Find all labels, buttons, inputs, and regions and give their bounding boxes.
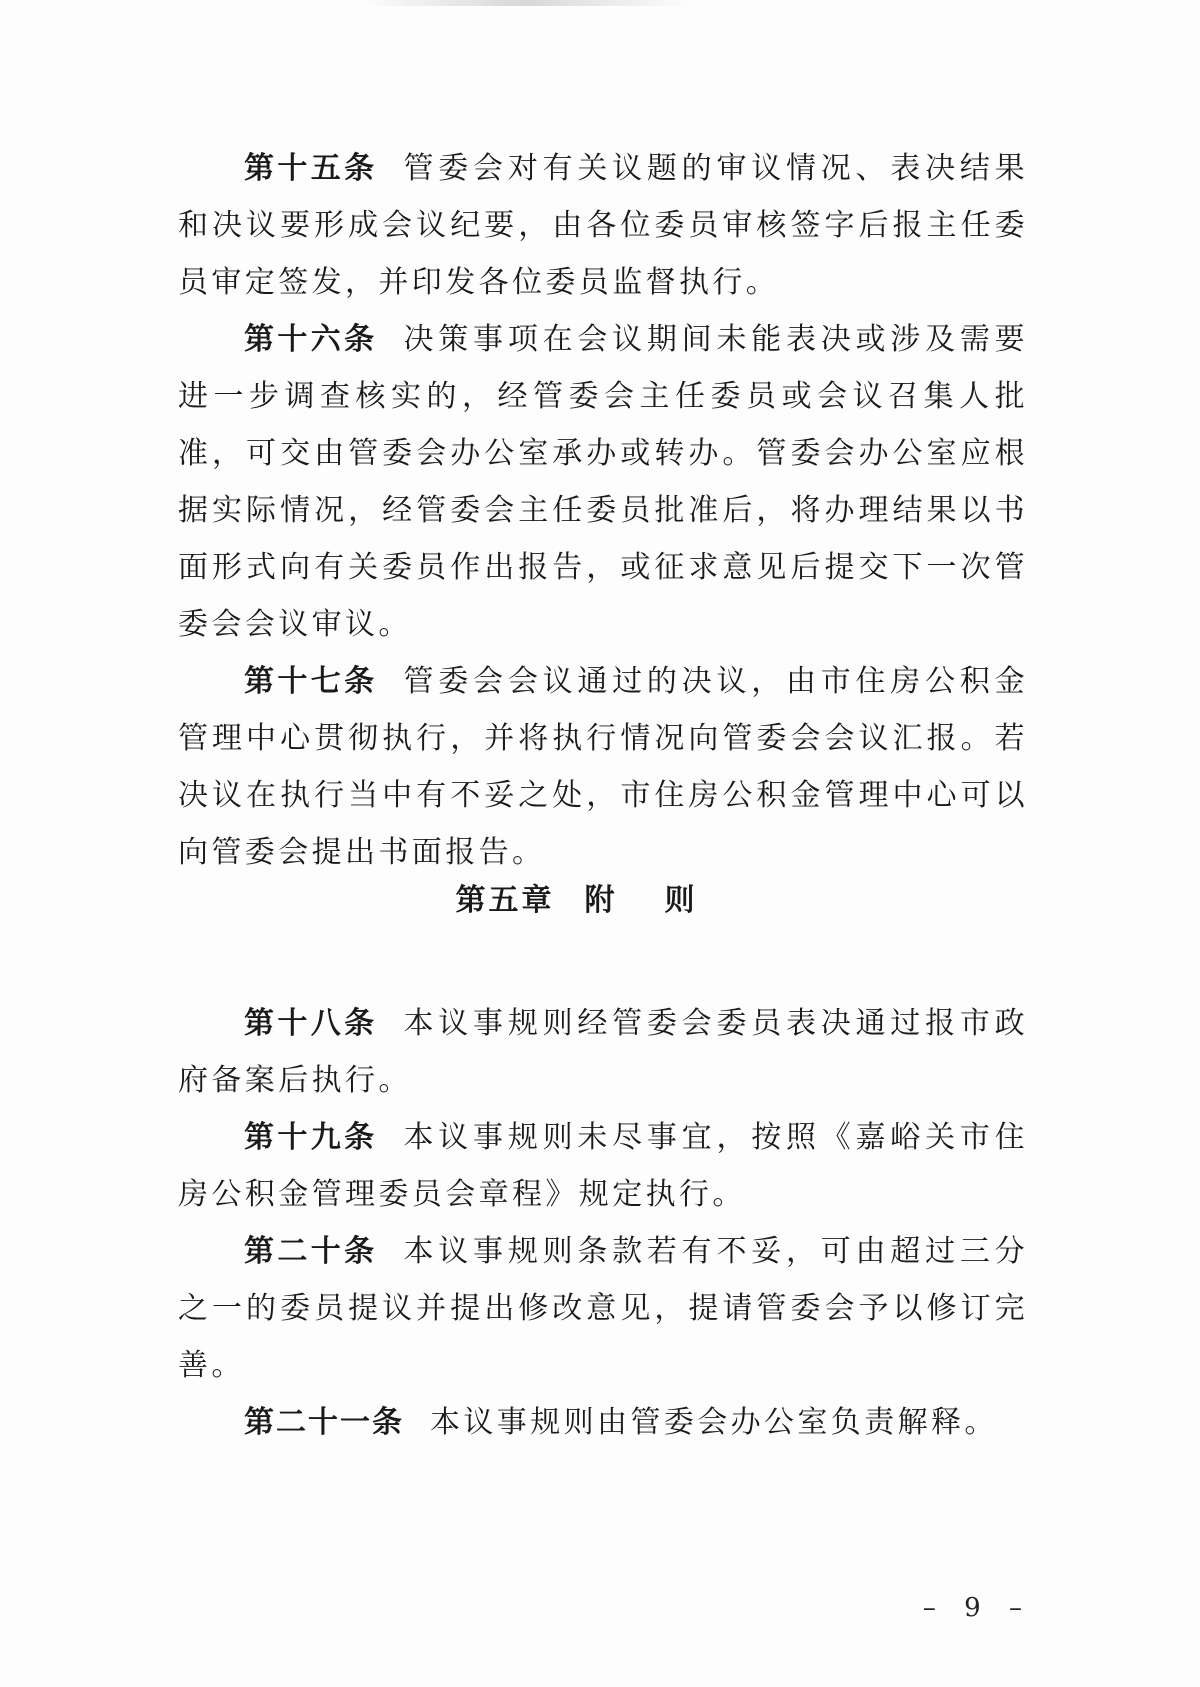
article-20 xyxy=(178,1223,1028,1394)
article-number: 第十五条 xyxy=(244,151,378,186)
chapter-name: 附则 xyxy=(584,883,745,918)
chapter-title xyxy=(0,875,1200,919)
articles-section-top xyxy=(178,140,1028,881)
scan-edge-artifact xyxy=(360,0,690,6)
article-text: 本议事规则由管委会办公室负责解释。 xyxy=(430,1405,998,1440)
article-21 xyxy=(178,1394,1028,1451)
article-number: 第二十一条 xyxy=(244,1405,404,1440)
article-text: 管委会会议通过的决议，由市住房公积金管理中心贯彻执行，并将执行情况向管委会会议汇报。若决议在执行当中有不妥之处，市住房公积金管理中心可以向管委会提出书面报告。 xyxy=(178,664,1029,870)
articles-section-bottom xyxy=(178,995,1028,1451)
article-17 xyxy=(178,653,1028,881)
article-number: 第二十条 xyxy=(244,1234,378,1269)
article-19 xyxy=(178,1109,1028,1223)
article-text: 本议事规则条款若有不妥，可由超过三分之一的委员提议并提出修改意见，提请管委会予以修订完善。 xyxy=(178,1234,1029,1383)
chapter-number: 第五章 xyxy=(455,883,555,918)
article-number: 第十九条 xyxy=(244,1120,378,1155)
article-text: 决策事项在会议期间未能表决或涉及需要进一步调查核实的，经管委会主任委员或会议召集人批准，可交由管委会办公室承办或转办。管委会办公室应根据实际情况，经管委会主任委员批准后，将办理结果以书面形式向有关委员作出报告，或征求意见后提交下一次管委会会议审议。 xyxy=(178,322,1029,642)
article-text: 管委会对有关议题的审议情况、表决结果和决议要形成会议纪要，由各位委员审核签字后报主任委员审定签发，并印发各位委员监督执行。 xyxy=(178,151,1029,300)
page-number: – 9 – xyxy=(922,1593,1032,1623)
article-text: 本议事规则经管委会委员表决通过报市政府备案后执行。 xyxy=(178,1006,1029,1098)
article-text: 本议事规则未尽事宜，按照《嘉峪关市住房公积金管理委员会章程》规定执行。 xyxy=(178,1120,1029,1212)
article-18 xyxy=(178,995,1028,1109)
article-15 xyxy=(178,140,1028,311)
article-16 xyxy=(178,311,1028,653)
article-number: 第十六条 xyxy=(244,322,378,357)
article-number: 第十七条 xyxy=(244,664,378,699)
article-number: 第十八条 xyxy=(244,1006,378,1041)
